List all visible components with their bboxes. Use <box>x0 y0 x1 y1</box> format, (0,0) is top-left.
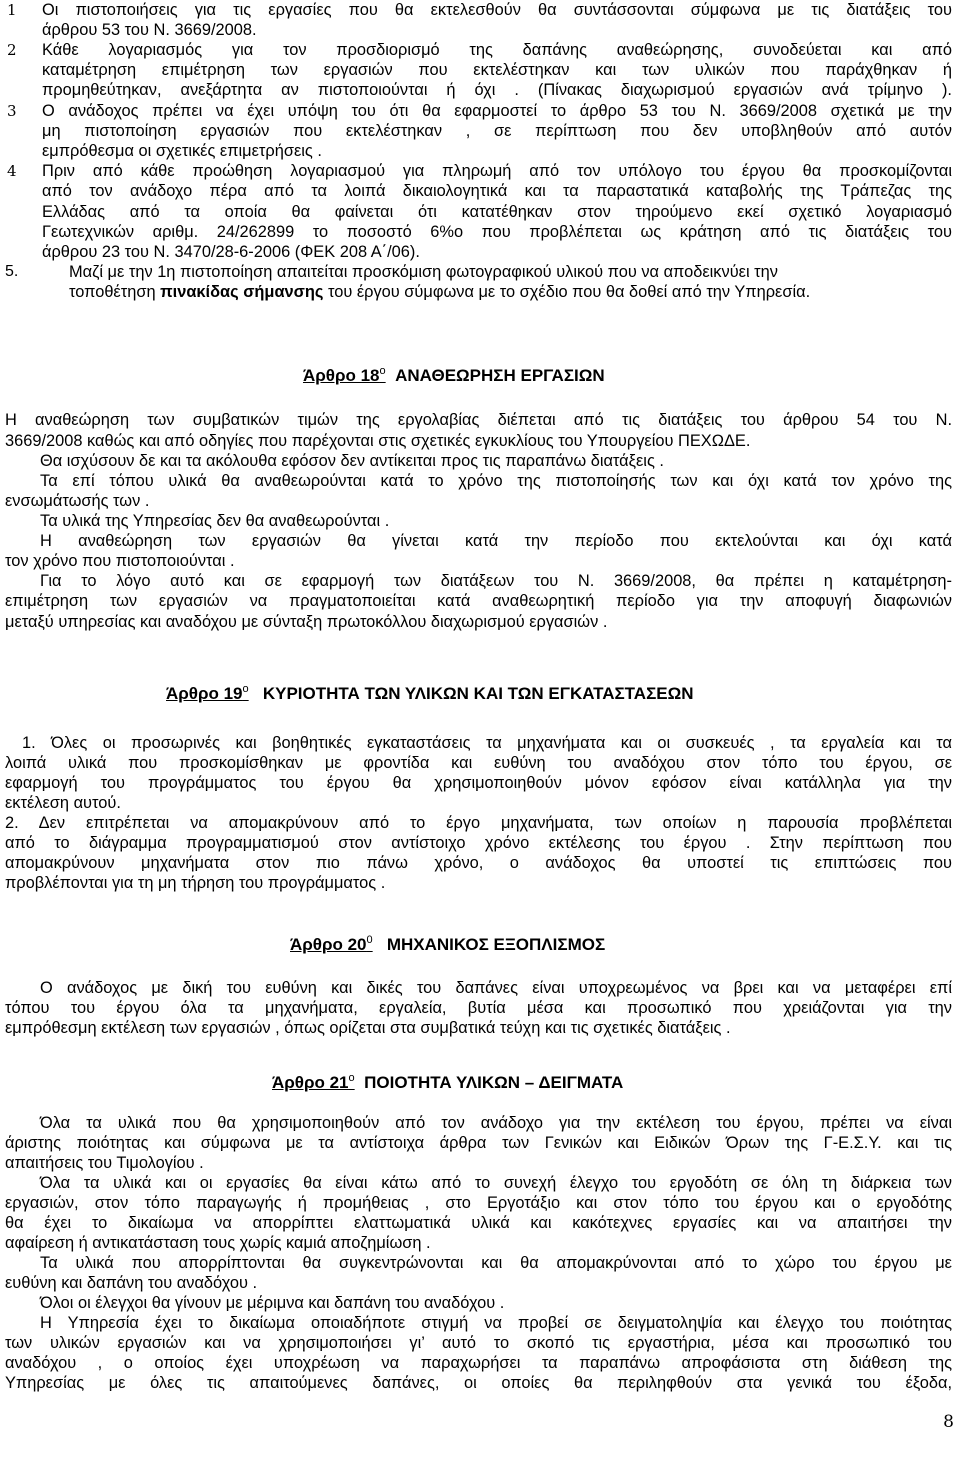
text-span: τοποθέτηση <box>69 283 161 301</box>
article-heading-21 <box>272 1073 623 1093</box>
article-heading-18 <box>303 366 605 386</box>
article-title: ΚΥΡΙΟΤΗΤΑ ΤΩΝ ΥΛΙΚΩΝ ΚΑΙ ΤΩΝ ΕΓΚΑΤΑΣΤΑΣΕΩΝ <box>262 684 694 703</box>
list-number: 4 <box>7 162 17 180</box>
text-line: 2. Δεν επιτρέπεται να απομακρύνουν από το έργο μηχανήματα, των οποίων η παρουσία προβλέπεται <box>5 814 952 832</box>
bold-text: πινακίδας σήμανσης <box>160 283 324 301</box>
text-line: άριστης ποιότητας και σύμφωνα με τα αντίστοιχα άρθρα των Γενικών και Ειδικών Όρων της Γ-Ε.Σ.Υ. και τις <box>5 1134 952 1152</box>
article-title: ΜΗΧΑΝΙΚΟΣ ΕΞΟΠΛΙΣΜΟΣ <box>386 935 606 954</box>
text-line: προβλέπονται για τη μη τήρηση του προγράμματος . <box>5 874 386 892</box>
article-number: Άρθρο 18 <box>303 366 380 385</box>
text-line: άρθρου 53 του Ν. 3669/2008. <box>42 21 257 39</box>
text-line: Θα ισχύσουν δε και τα ακόλουθα εφόσον δεν αντίκειται προς τις παραπάνω διατάξεις . <box>40 452 664 470</box>
text-line: Για το λόγο αυτό και σε εφαρμογή των διατάξεων του Ν. 3669/2008, θα πρέπει η καταμέτρηση- <box>40 572 952 590</box>
text-line: τόπου του έργου όλα τα μηχανήματα, εργαλεία, βυτία μέσα και προσωπικό που χρειάζονται για την <box>5 999 952 1017</box>
text-line: Όλα τα υλικά που θα χρησιμοποιηθούν από τον ανάδοχο για την εκτέλεση του έργου, πρέπει να είναι <box>40 1114 952 1132</box>
text-line: επιμέτρηση των εργασιών να πραγματοποιείται κατά αναθεωρητική περίοδο για την αποφυγή διαφωνιών <box>5 592 952 610</box>
text-line: Η αναθεώρηση των εργασιών θα γίνεται κατά την περίοδο που εκτελούνται και όχι κατά <box>40 532 952 550</box>
text-line: Όλα τα υλικά και οι εργασίες θα είναι κάτω από το συνεχή έλεγχο του εργοδότη σε όλη τη διάρκεια των <box>40 1174 952 1192</box>
text-line: αφαίρεση ή αντικατάσταση τους χωρίς καμιά αποζημίωση . <box>5 1234 431 1252</box>
text-line: Πριν από κάθε προώθηση λογαριασμού για πληρωμή από τον υπόλογο του έργου θα προσκομίζονται <box>42 162 952 180</box>
text-line: λοιπά υλικά που προσκομίσθηκαν με φροντίδα και ευθύνη του αναδόχου στον τόπο του έργου, σε <box>5 754 952 772</box>
text-line: Τα υλικά που απορρίπτονται θα συγκεντρώνονται και θα απομακρύνονται από το χώρο του έργου με <box>40 1254 952 1272</box>
text-line: εμπρόθεσμη εκτέλεση των εργασιών , όπως ορίζεται στα συμβατικά τεύχη και τις σχετικές διατάξεις . <box>5 1019 731 1037</box>
text-line: άρθρου 23 του Ν. 3470/28-6-2006 (ΦΕΚ 208 Α΄/06). <box>42 243 420 261</box>
text-line: από τον ανάδοχο πέρα από τα λοιπά δικαιολογητικά και τα παραστατικά καταβολής της Τράπεζας της <box>42 182 952 200</box>
text-line: μη πιστοποίηση εργασιών που εκτελέστηκαν , σε περίπτωση που δεν υποβληθούν από αυτόν <box>42 122 952 140</box>
text-line: Ο ανάδοχος με δική του ευθύνη και δικές του δαπάνες είναι υποχρεωμένος να βρει και να μεταφέρει επί <box>40 979 952 997</box>
text-line: εφαρμογή του προγράμματος του έργου θα χρησιμοποιηθούν μόνον εφόσον είναι κατάλληλα για την <box>5 774 952 792</box>
list-number: 5. <box>5 263 19 280</box>
text-line: Γεωτεχνικών αριθμ. 24/262899 το ποσοστό 6%ο που προβλέπεται ως κράτηση από τις διατάξεις του <box>42 223 952 241</box>
ordinal-sup: 0 <box>366 934 373 946</box>
text-line: μεταξύ υπηρεσίας και αναδόχου με σύνταξη πρωτοκόλλου διαχωρισμού εργασιών . <box>5 613 608 631</box>
article-number: Άρθρο 20 <box>290 935 367 954</box>
text-line: από το διάγραμμα προγραμματισμού στον αντίστοιχο χρόνο εκτέλεσης του έργου . Στην περίπτωση που <box>5 834 952 852</box>
text-line: ευθύνη και δαπάνη του αναδόχου . <box>5 1274 258 1292</box>
text-line: Τα επί τόπου υλικά θα αναθεωρούνται κατά το χρόνο της πιστοποίησής των και όχι κατά τον χρόνο της <box>40 472 952 490</box>
article-heading-19 <box>166 684 694 704</box>
text-line: 3669/2008 καθώς και από οδηγίες που παρέχονται στις σχετικές εγκυκλίους του Υπουργείου ΠΕΧΩΔΕ. <box>5 432 751 450</box>
text-line: Ελλάδας από τα οποία θα φαίνεται ότι κατατέθηκαν στον τηρούμενο εκεί σχετικό λογαριασμό <box>42 203 952 221</box>
article-title: ΑΝΑΘΕΩΡΗΣΗ ΕΡΓΑΣΙΩΝ <box>395 366 605 385</box>
text-line: Κάθε λογαριασμός για τον προσδιορισμό της δαπάνης αναθεώρησης, συνοδεύεται και από <box>42 41 952 59</box>
text-line: τον χρόνο που πιστοποιούνται . <box>5 552 235 570</box>
ordinal-sup: ο <box>348 1072 355 1084</box>
list-number: 1 <box>7 1 17 19</box>
text-line: Μαζί με την 1η πιστοποίηση απαιτείται προσκόμιση φωτογραφικού υλικού που να αποδεικνύει την <box>69 263 778 281</box>
text-line: απομακρύνουν μηχανήματα στον πιο πάνω χρόνο, ο ανάδοχος θα υποστεί τις επιπτώσεις που <box>5 854 952 872</box>
article-number: Άρθρο 21 <box>272 1073 349 1092</box>
text-line: Όλοι οι έλεγχοι θα γίνουν με μέριμνα και δαπάνη του αναδόχου . <box>40 1294 505 1312</box>
text-line: απαιτήσεις του Τιμολογίου . <box>5 1154 204 1172</box>
text-line: αναδόχου , ο οποίος έχει υποχρέωση να παραχωρήσει τα παραπάνω απροφάσιστα στη διάθεση της <box>5 1354 952 1372</box>
text-line: θα έχει το δικαίωμα να απορρίπτει ελαττωματικά υλικά και κακότεχνες εργασίες και να απαιτήσει την <box>5 1214 952 1232</box>
text-line: Οι πιστοποιήσεις για τις εργασίες που θα εκτελεσθούν θα συντάσσονται σύμφωνα με τις διατάξεις του <box>42 1 952 19</box>
list-number: 3 <box>7 102 17 120</box>
text-line: προμηθεύτηκαν, ανεξάρτητα αν πιστοποιούνται ή όχι . (Πίνακας διαχωρισμού εργασιών ανά τρίμηνο ). <box>42 81 952 99</box>
article-number: Άρθρο 19 <box>166 684 243 703</box>
text-line: εμπρόθεσμα οι σχετικές επιμετρήσεις . <box>42 142 322 160</box>
article-label <box>303 366 386 385</box>
text-line: ενσωμάτωσής των . <box>5 492 150 510</box>
article-heading-20 <box>290 935 605 955</box>
text-line: Ο ανάδοχος πρέπει να έχει υπόψη του ότι θα εφαρμοστεί το άρθρο 53 του Ν. 3669/2008 σχετικά με την <box>42 102 952 120</box>
article-label <box>290 935 373 954</box>
text-line: Υπηρεσίας με όλες τις απαιτούμενες δαπάνες, οι οποίες θα περιληφθούν στα γενικά του έξοδα, <box>5 1374 952 1392</box>
page-number: 8 <box>943 1412 954 1432</box>
ordinal-sup: ο <box>242 683 249 695</box>
text-line: καταμέτρηση επιμέτρηση των εργασιών που εκτελέστηκαν και των υλικών που παράχθηκαν ή <box>42 61 952 79</box>
text-line: εκτέλεση αυτού. <box>5 794 121 812</box>
text-line: των υλικών εργασιών και να χρησιμοποιήσει γι’ αυτό το σκοπό τις εργαστήρια, μέσα και προσωπικό του <box>5 1334 952 1352</box>
ordinal-sup: ο <box>379 365 386 377</box>
article-label <box>166 684 249 703</box>
article-label <box>272 1073 355 1092</box>
text-line <box>69 282 810 302</box>
text-line: 1. Όλες οι προσωρινές και βοηθητικές εγκαταστάσεις τα μηχανήματα και οι συσκευές , τα εργαλεία και τα <box>22 734 952 752</box>
text-line: Τα υλικά της Υπηρεσίας δεν θα αναθεωρούνται . <box>40 512 390 530</box>
text-line: εργασιών, στον τόπο παραγωγής ή προμήθειας , στο Εργοτάξιο και στον τόπο του έργου και ο εργοδότης <box>5 1194 952 1212</box>
text-span: του έργου σύμφωνα με το σχέδιο που θα δοθεί από την Υπηρεσία. <box>323 283 811 301</box>
text-line: Η αναθεώρηση των συμβατικών τιμών της εργολαβίας διέπεται από τις διατάξεις του άρθρου 54 του Ν. <box>5 411 952 429</box>
list-number: 2 <box>7 41 17 59</box>
article-title: ΠΟΙΟΤΗΤΑ ΥΛΙΚΩΝ – ΔΕΙΓΜΑΤΑ <box>364 1073 624 1092</box>
text-line: Η Υπηρεσία έχει το δικαίωμα οποιαδήποτε στιγμή να προβεί σε δειγματοληψία και έλεγχο του ποιότητας <box>40 1314 952 1332</box>
